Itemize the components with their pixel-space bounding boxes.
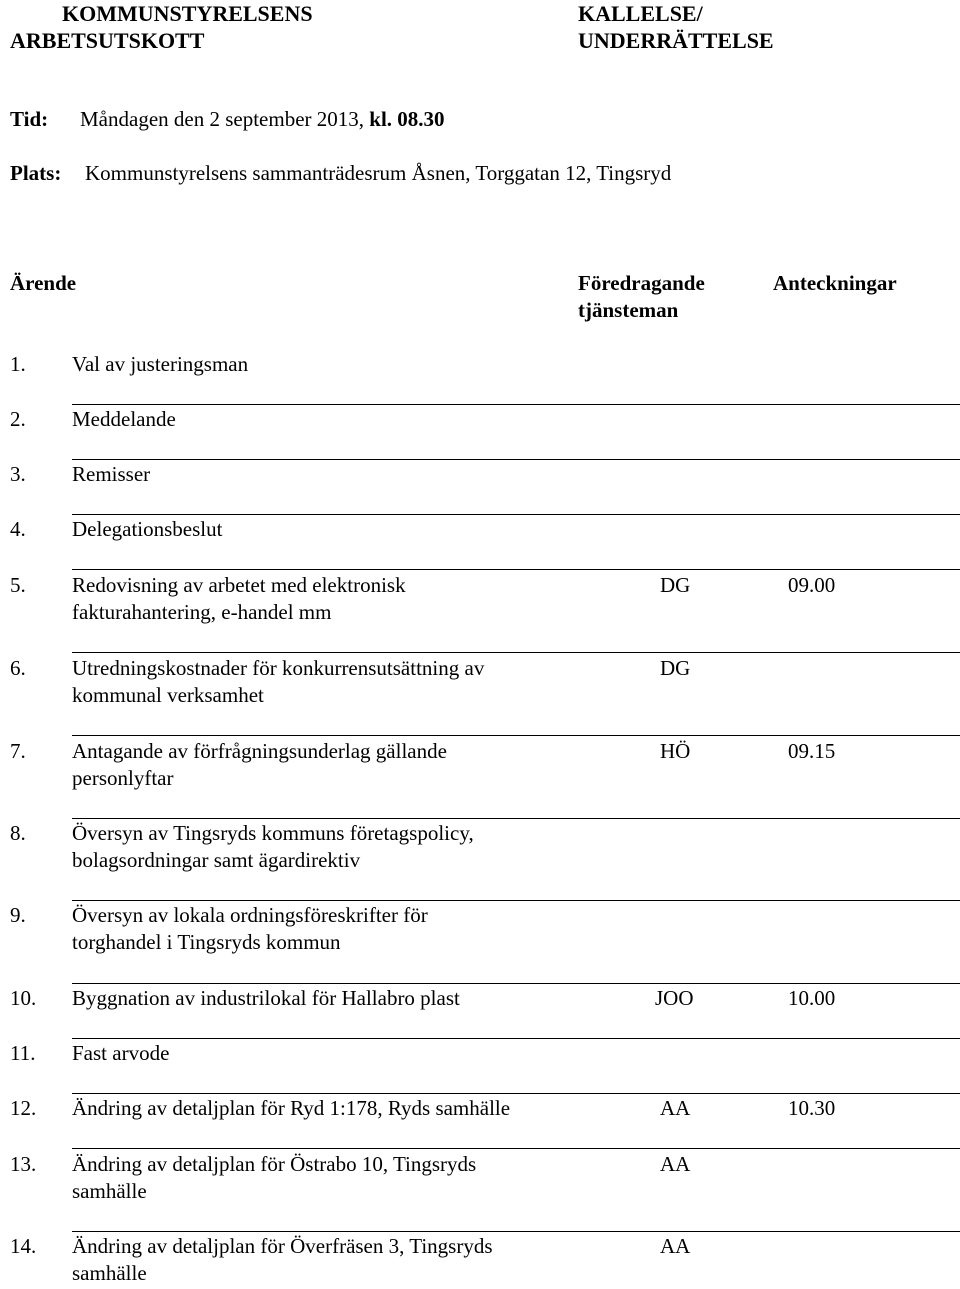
column-presenter-line2: tjänsteman (578, 298, 679, 322)
item-number: 5. (10, 573, 26, 597)
item-number: 2. (10, 407, 26, 431)
column-notes: Anteckningar (773, 271, 897, 295)
item-title: Remisser (72, 462, 151, 486)
item-title: Delegationsbeslut (72, 517, 223, 541)
row-divider (72, 569, 960, 570)
item-title: Redovisning av arbetet med elektronisk fakturahantering, e-handel mm (72, 573, 406, 624)
meeting-time-row (10, 106, 445, 132)
item-time: 10.30 (788, 1096, 836, 1120)
item-number: 10. (10, 986, 37, 1010)
item-number: 9. (10, 903, 26, 927)
item-title: Ändring av detaljplan för Östrabo 10, Tingsryds samhälle (72, 1152, 477, 1203)
meeting-time-label: Tid: (10, 107, 49, 131)
column-matter: Ärende (10, 271, 77, 295)
row-divider (72, 735, 960, 736)
item-presenter: JOO (655, 986, 694, 1010)
item-number: 14. (10, 1234, 37, 1258)
org-name (10, 0, 313, 54)
item-title: Byggnation av industrilokal för Hallabro plast (72, 986, 460, 1010)
item-title: Ändring av detaljplan för Ryd 1:178, Ryds samhälle (72, 1096, 511, 1120)
row-divider (72, 514, 960, 515)
row-divider (72, 983, 960, 984)
row-divider (72, 1231, 960, 1232)
item-number: 6. (10, 656, 26, 680)
row-divider (72, 1038, 960, 1039)
item-title: Fast arvode (72, 1041, 170, 1065)
item-number: 1. (10, 352, 26, 376)
item-title: Val av justeringsman (72, 352, 249, 376)
meeting-time-clock: kl. 08.30 (369, 107, 445, 131)
item-time: 09.15 (788, 739, 836, 763)
item-time: 10.00 (788, 986, 836, 1010)
item-presenter: AA (660, 1096, 691, 1120)
item-presenter: DG (660, 573, 691, 597)
org-name-line1: KOMMUNSTYRELSENS (62, 1, 313, 26)
document-type (578, 0, 774, 54)
item-title: Översyn av lokala ordningsföreskrifter för torghandel i Tingsryds kommun (72, 903, 428, 954)
row-divider (72, 1093, 960, 1094)
item-number: 3. (10, 462, 26, 486)
item-title: Utredningskostnader för konkurrensutsättning av kommunal verksamhet (72, 656, 485, 707)
document-type-line2: UNDERRÄTTELSE (578, 28, 774, 53)
column-presenter-line1: Föredragande (578, 271, 705, 295)
row-divider (72, 1148, 960, 1149)
item-title: Översyn av Tingsryds kommuns företagspolicy, bolagsordningar samt ägardirektiv (72, 821, 474, 872)
row-divider (72, 900, 960, 901)
row-divider (72, 404, 960, 405)
item-presenter: HÖ (660, 739, 691, 763)
row-divider (72, 652, 960, 653)
item-title: Ändring av detaljplan för Överfräsen 3, Tingsryds samhälle (72, 1234, 493, 1285)
item-number: 11. (10, 1041, 36, 1065)
item-number: 12. (10, 1096, 37, 1120)
item-number: 7. (10, 739, 26, 763)
org-name-line2: ARBETSUTSKOTT (10, 28, 205, 53)
meeting-time-value: Måndagen den 2 september 2013, (80, 107, 365, 131)
meeting-place-value: Kommunstyrelsens sammanträdesrum Åsnen, Torggatan 12, Tingsryd (85, 161, 672, 185)
row-divider (72, 459, 960, 460)
item-presenter: AA (660, 1152, 691, 1176)
document-type-line1: KALLELSE/ (578, 1, 703, 26)
meeting-place-row (10, 160, 672, 186)
item-title: Meddelande (72, 407, 176, 431)
item-number: 13. (10, 1152, 37, 1176)
item-presenter: DG (660, 656, 691, 680)
item-title: Antagande av förfrågningsunderlag gällande personlyftar (72, 739, 447, 790)
meeting-place-label: Plats: (10, 161, 62, 185)
item-presenter: AA (660, 1234, 691, 1258)
item-number: 8. (10, 821, 26, 845)
item-number: 4. (10, 517, 26, 541)
column-presenter (578, 270, 705, 324)
item-time: 09.00 (788, 573, 836, 597)
row-divider (72, 818, 960, 819)
